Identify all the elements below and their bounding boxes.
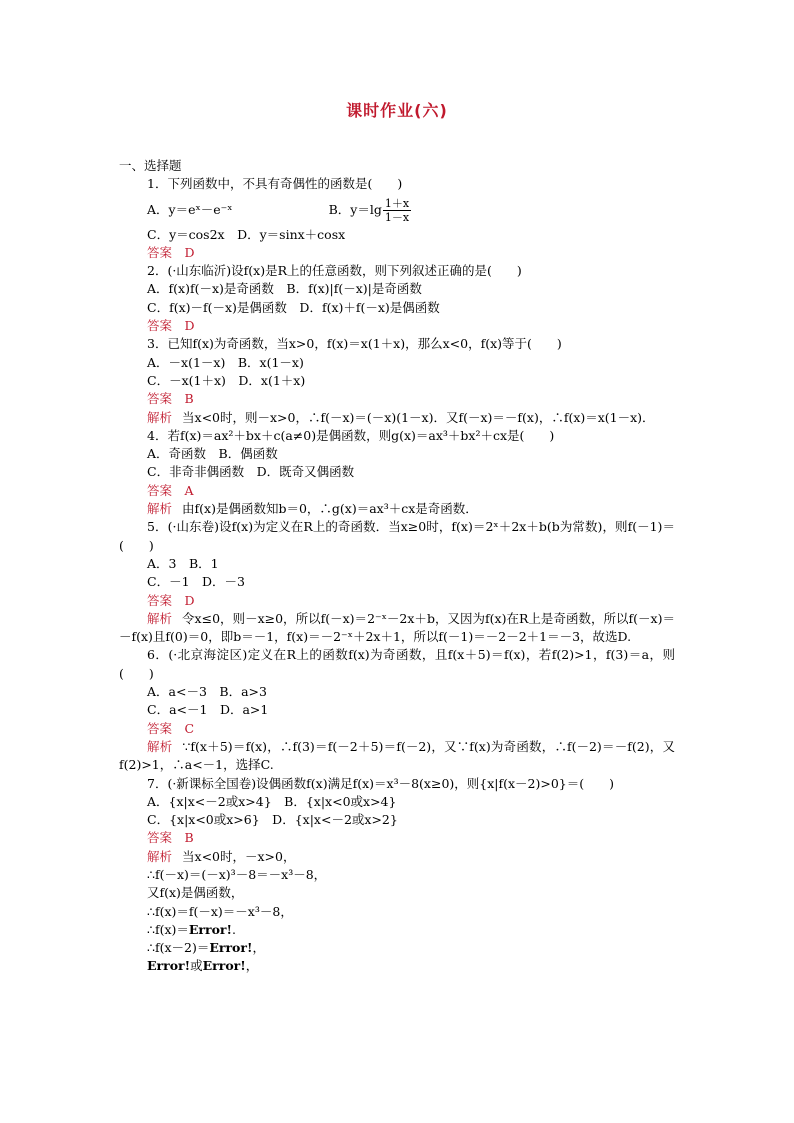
q3-explanation (119, 409, 675, 427)
fraction-denominator: 1－x (384, 210, 410, 224)
q7-explanation-line-5 (119, 921, 675, 939)
explanation-text: 当x<0时，－x>0， (182, 848, 296, 864)
explanation-text: ∴f(x－2)＝ (147, 940, 210, 956)
q6-explanation (119, 738, 675, 775)
q7-options-ab: A．{x|x<－2或x>4} B．{x|x<0或x>4} (147, 793, 397, 809)
q1-options-ab (119, 194, 675, 226)
explanation-text: 由f(x)是偶函数知b＝0，∴g(x)＝ax³＋cx是奇函数． (182, 501, 478, 517)
fraction-numerator: 1＋x (384, 196, 410, 210)
q2-stem: 2．(·山东临沂)设f(x)是R上的任意函数，则下列叙述正确的是( ) (147, 263, 522, 279)
q5-explanation (119, 610, 675, 647)
q7-explanation-line-2: ∴f(－x)＝(－x)³－8＝－x³－8， (147, 866, 327, 882)
page-title: 课时作业(六) (346, 101, 448, 120)
q2-options-ab: A．f(x)f(－x)是奇函数 B．f(x)|f(－x)|是奇函数 (147, 281, 422, 297)
q1-options-cd: C．y＝cos2x D．y＝sinx＋cosx (147, 226, 346, 242)
q7-explanation-line-7 (119, 957, 675, 975)
q2-options-cd: C．f(x)－f(－x)是偶函数 D．f(x)＋f(－x)是偶函数 (147, 299, 440, 315)
q4-answer: 答案 A (147, 482, 194, 498)
q5-options-cd: C．－1 D．－3 (147, 574, 245, 590)
q5-stem: 5．(·山东卷)设f(x)为定义在R上的奇函数．当x≥0时，f(x)＝2ˣ＋2x＋b(b为常数)，则f(－1)＝( ) (119, 519, 675, 553)
q5-options-ab: A．3 B．1 (147, 555, 219, 571)
q6-options-ab: A．a<－3 B．a>3 (147, 684, 267, 700)
error-placeholder: Error! (147, 958, 191, 974)
q7-explanation-line-6 (119, 939, 675, 957)
q3-options-ab: A．－x(1－x) B．x(1－x) (147, 354, 304, 370)
explanation-text: ∵f(x＋5)＝f(x)，∴f(3)＝f(－2＋5)＝f(－2)，又∵f(x)为奇函数，∴f(－2)＝－f(2)，又f(2)>1，∴a<－1，选择C. (119, 738, 675, 773)
q6-stem: 6．(·北京海淀区)定义在R上的函数f(x)为奇函数，且f(x＋5)＝f(x)，若f(2)>1，f(3)＝a，则( ) (119, 647, 675, 681)
explanation-label: 解析 (147, 501, 173, 517)
q6-options-cd: C．a<－1 D．a>1 (147, 702, 269, 718)
q7-answer: 答案 B (147, 830, 194, 846)
explanation-text: . (232, 921, 236, 937)
explanation-text: ， (252, 940, 265, 956)
q1-option-a: A．y＝eˣ－e⁻ˣ (147, 201, 233, 217)
q1-option-b: B．y＝lg (328, 201, 382, 217)
error-placeholder: Error! (209, 940, 253, 956)
q5-answer: 答案 D (147, 592, 195, 608)
q7-options-cd: C．{x|x<0或x>6} D．{x|x<－2或x>2} (147, 812, 398, 828)
section-heading: 一、选择题 (119, 158, 182, 173)
error-placeholder: Error! (202, 958, 246, 974)
q3-answer: 答案 B (147, 391, 194, 407)
explanation-label: 解析 (147, 409, 173, 425)
explanation-text: 或 (190, 958, 203, 974)
q7-explanation-line-1 (119, 848, 675, 866)
q7-stem: 7．(·新课标全国卷)设偶函数f(x)满足f(x)＝x³－8(x≥0)，则{x|f(x－2)>0}＝( ) (147, 775, 615, 791)
explanation-text: 令x≤0，则－x≥0，所以f(－x)＝2⁻ˣ－2x＋b，又因为f(x)在R上是奇函数，所以f(－x)＝－f(x)且f(0)＝0，即b＝－1，f(x)＝－2⁻ˣ＋2x＋1，所以f(－1)＝－2－2＋1＝－3，故选D. (119, 610, 675, 645)
q1-answer: 答案 D (147, 244, 195, 260)
q3-options-cd: C．－x(1＋x) D．x(1＋x) (147, 372, 306, 388)
q6-answer: 答案 C (147, 720, 195, 736)
explanation-label: 解析 (147, 610, 173, 626)
q4-options-ab: A．奇函数 B．偶函数 (147, 446, 278, 462)
error-placeholder: Error! (188, 921, 232, 937)
q2-answer: 答案 D (147, 318, 195, 334)
explanation-label: 解析 (147, 738, 173, 754)
q1-stem: 1．下列函数中，不具有奇偶性的函数是( ) (147, 176, 403, 192)
q3-stem: 3．已知f(x)为奇函数，当x>0，f(x)＝x(1＋x)，那么x<0，f(x)等于( ) (147, 336, 562, 352)
explanation-text: ， (245, 958, 259, 974)
q7-explanation-line-3: 又f(x)是偶函数， (147, 885, 244, 901)
q1-option-b-fraction (383, 197, 411, 224)
explanation-text: ∴f(x)＝ (147, 921, 189, 937)
q4-explanation (119, 500, 675, 518)
explanation-text: 当x<0时，则－x>0，∴f(－x)＝(－x)(1－x)．又f(－x)＝－f(x)，∴f(x)＝x(1－x)． (182, 409, 655, 425)
q4-stem: 4．若f(x)＝ax²＋bx＋c(a≠0)是偶函数，则g(x)＝ax³＋bx²＋cx是( ) (147, 427, 555, 443)
explanation-label: 解析 (147, 848, 173, 864)
content-body (119, 157, 675, 976)
q7-explanation-line-4: ∴f(x)＝f(－x)＝－x³－8， (147, 903, 293, 919)
q4-options-cd: C．非奇非偶函数 D．既奇又偶函数 (147, 464, 355, 480)
